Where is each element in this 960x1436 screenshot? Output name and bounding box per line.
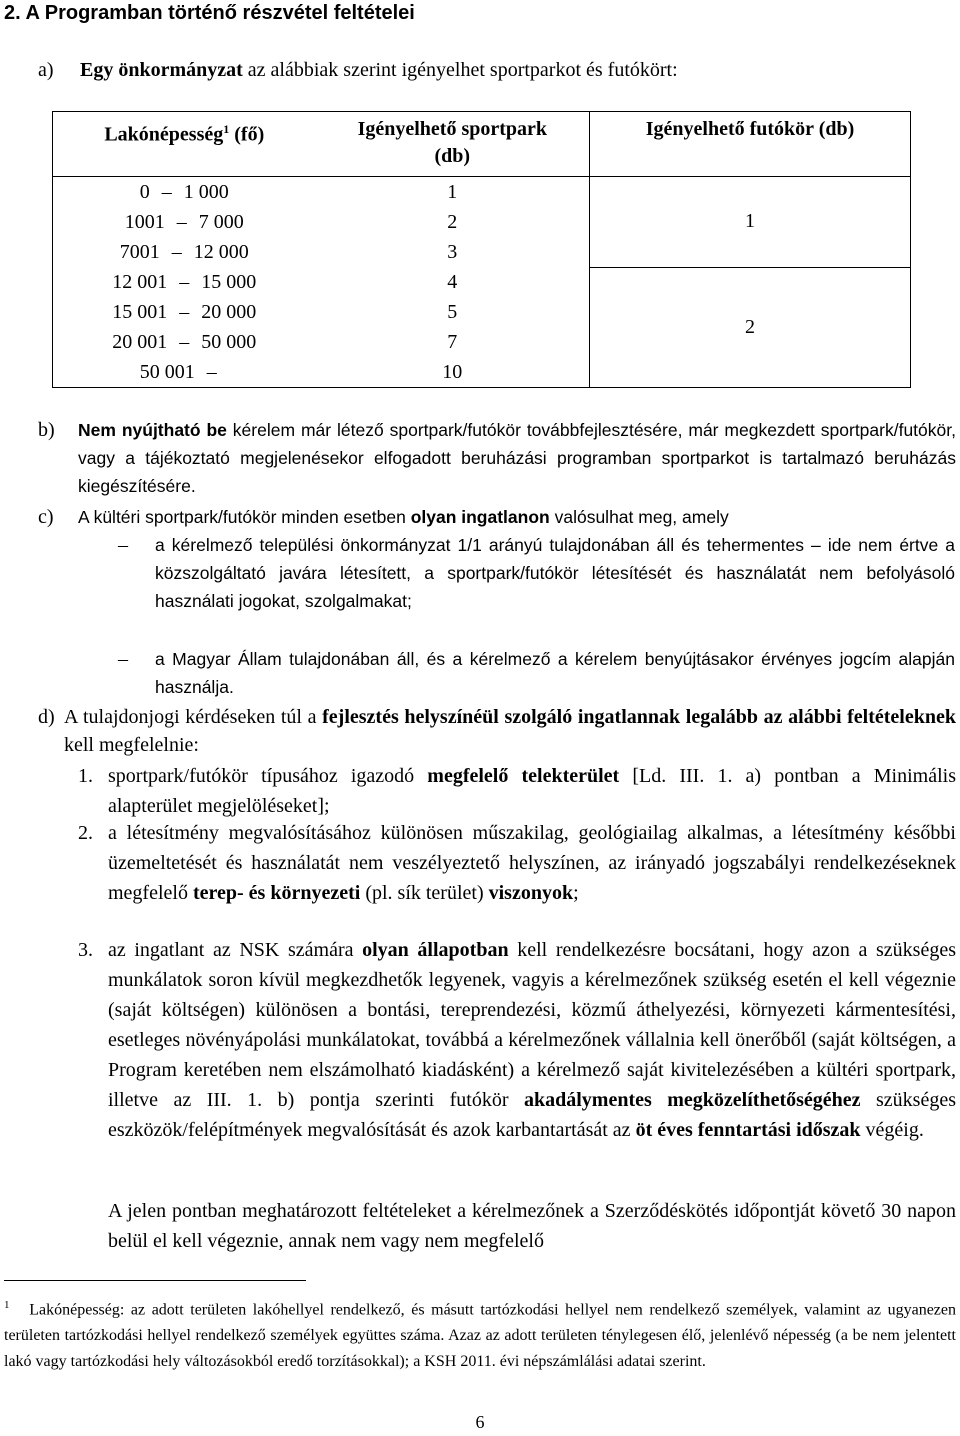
list-dash: – (118, 648, 128, 670)
table-header-row (53, 112, 911, 177)
section-d-item-2: a létesítmény megvalósításához különösen műszakilag, geológiailag alkalmas, a létesítmény későbbi üzemeltetését és használatát nem veszélyeztető helyszínen, az irányadó jogszabályi rendelkezéseknek megfelelő terep- és környezeti (pl. sík terület) viszonyok; (108, 822, 956, 904)
section-d-item-3: az ingatlant az NSK számára olyan állapotban kell rendelkezésre bocsátani, hogy azon a szükséges munkálatok soron kívül megkezdhetők legyenek, vagyis a kérelmezőnek szükség esetén el kell végeznie (saját költségen) különösen a bontási, tereprendezési, közmű áthelyezési, környezeti kármentesítési, esetleges növényápolási munkálatokat, továbbá a kérelmezőnek vállalnia kell önerőből (saját költségen, a Program keretében nem elszámolható kiadásként) a kérelmező saját kivitelezésében a kültéri sportpark, illetve az III. 1. b) pontja szerinti futókör akadálymentes megközelíthetőségéhez szükséges eszközök/felépítmények megvalósítását és azok karbantartását az öt éves fenntartási időszak végéig. (108, 939, 956, 1141)
header-track: Igényelhető futókör (db) (590, 112, 911, 177)
track-cell-2: 2 (590, 267, 911, 388)
item-3-number: 3. (78, 939, 93, 961)
footnote: $^1$ Lakónépesség: az adott területen lakóhellyel rendelkező, és másutt tartózkodási hellyel nem rendelkező személyek, valamint az ugyanezen területen tartózkodási hellyel rendelkező személyek együttes száma. Azaz az adott területen ténylegesen élő, jelenlévő népesség (a be nem jelentett lakó vagy tartózkodási hely változásokból eredő torzításokkal); a KSH 2011. évi népszámlálási adatai szerint. (4, 1299, 957, 1371)
section-c-intro: A kültéri sportpark/futókör minden esetben olyan ingatlanon valósulhat meg, amely (78, 507, 729, 527)
section-d-label: d) (38, 706, 55, 728)
section-d-intro: A tulajdonjogi kérdéseken túl a fejlesztés helyszínéül szolgáló ingatlannak legalább az alábbi feltételeknek kell megfelelnie: (64, 706, 956, 756)
table-row: 12 001 – 15 000 4 2 (53, 267, 911, 297)
table-row: 7001 – 12 000 3 (53, 237, 911, 267)
page-number: 6 (475, 1412, 485, 1432)
section-b-label: b) (38, 419, 55, 441)
table-row: 1001 – 7 000 2 (53, 207, 911, 237)
section-a-label: a) (38, 59, 54, 81)
population-table (52, 111, 911, 388)
section-a-bold: Egy önkormányzat (80, 59, 243, 81)
section-a-text: az alábbiak szerint igényelhet sportparkot és futókört: (242, 59, 678, 81)
section-a (38, 57, 678, 83)
header-sportpark: Igényelhető sportpark (db) (316, 112, 590, 177)
section-b-text: Nem nyújtható be kérelem már létező sportpark/futókör továbbfejlesztésére, már megkezdett sportpark/futókör, vagy a tájékoztató megjelenésekor elfogadott beruházási programban sportparkot is tartalmazó beruházás kiegészítésére. (78, 420, 956, 496)
header-population: Lakónépesség$^1$ (fő) (53, 112, 316, 177)
table-row: 20 001 – 50 000 7 (53, 327, 911, 357)
section-c-label: c) (38, 506, 54, 528)
section-d-closing: A jelen pontban meghatározott feltételeket a kérelmezőnek a Szerződéskötés időpontját követő 30 napon belül el kell végeznie, annak nem vagy nem megfelelő (108, 1200, 956, 1252)
section-d-item-1: sportpark/futókör típusához igazodó megfelelő telekterület [Ld. III. 1. a) pontban a Minimális alapterület megjelöléseket]; (108, 765, 956, 817)
table-row: 0 – 1 000 1 1 (53, 177, 911, 208)
footnote-separator (4, 1280, 306, 1281)
table-row: 50 001 – 10 (53, 357, 911, 388)
section-heading: 2. A Programban történő részvétel feltételei (4, 2, 415, 24)
list-dash: – (118, 534, 128, 556)
item-2-number: 2. (78, 822, 93, 844)
section-c-item-2: a Magyar Állam tulajdonában áll, és a kérelmező a kérelem benyújtásakor érvényes jogcím alapján használja. (155, 649, 955, 697)
item-1-number: 1. (78, 765, 93, 787)
track-cell-1: 1 (590, 177, 911, 268)
section-c-item-1: a kérelmező települési önkormányzat 1/1 arányú tulajdonában áll és tehermentes – ide nem értve a közszolgáltató javára létesített, a sportpark/futókör létesítését és használatát nem befolyásoló használati jogokat, szolgalmakat; (155, 535, 955, 611)
table-row: 15 001 – 20 000 5 (53, 297, 911, 327)
